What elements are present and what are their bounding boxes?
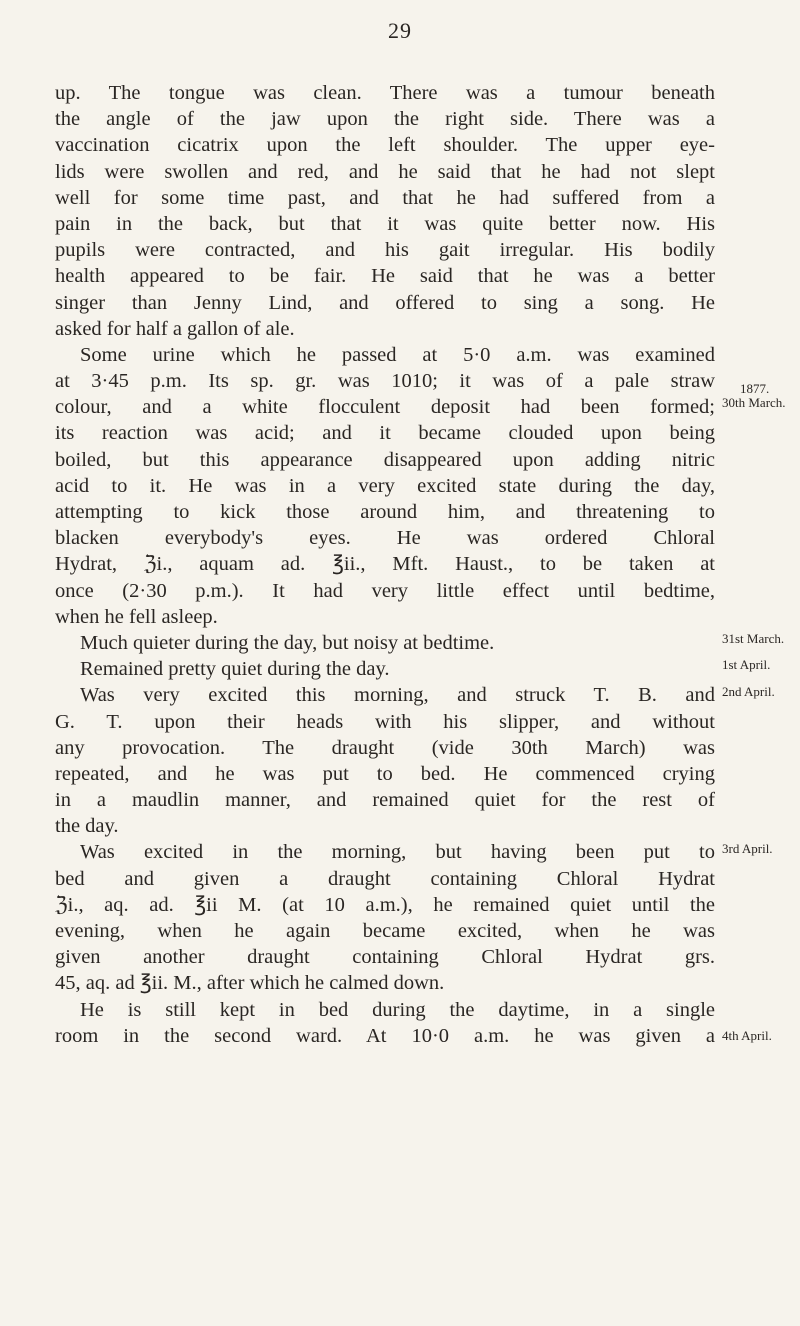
text-line: blacken everybody's eyes. He was ordered Chloral [55, 527, 715, 550]
margin-note-date: 2nd April. [722, 684, 775, 699]
text-line: pain in the back, but that it was quite better now. His [55, 212, 715, 235]
text-line: its reaction was acid; and it became clouded upon being [55, 422, 715, 445]
text-line: given another draught containing Chloral Hydrat grs. [55, 946, 715, 969]
margin-note-date: 4th April. [722, 1028, 772, 1043]
text-line: pupils were contracted, and his gait irregular. His bodily [55, 239, 715, 262]
text-line: the angle of the jaw upon the right side. There was a [55, 108, 715, 131]
text-line: 45, aq. ad ℥ii. M., after which he calmed down. [55, 972, 445, 995]
text-line: in a maudlin manner, and remained quiet for the rest of [55, 789, 715, 812]
text-line: well for some time past, and that he had suffered from a [55, 186, 715, 209]
text-line: boiled, but this appearance disappeared upon adding nitric [55, 448, 715, 471]
text-line: when he fell asleep. [55, 605, 218, 628]
text-line: evening, when he again became excited, when he was [55, 920, 715, 942]
page-number: 29 [388, 18, 412, 43]
text-line: singer than Jenny Lind, and offered to sing a song. He [55, 291, 715, 314]
text-line: Some urine which he passed at 5·0 a.m. was examined [80, 343, 715, 366]
text-line: at 3·45 p.m. Its sp. gr. was 1010; it was of a pale straw [55, 370, 715, 393]
text-line: the day. [55, 815, 119, 838]
text-line: any provocation. The draught (vide 30th March) was [55, 736, 715, 759]
text-line: repeated, and he was put to bed. He commenced crying [55, 762, 715, 785]
text-line: Hydrat, ℨi., aquam ad. ℥ii., Mft. Haust., to be taken at [55, 553, 715, 576]
margin-note-date: 30th March. [722, 395, 786, 410]
text-line: Was very excited this morning, and struck T. B. and [80, 684, 715, 707]
text-line: Was excited in the morning, but having been put to [80, 841, 715, 864]
text-line: Much quieter during the day, but noisy at bedtime. [80, 631, 495, 654]
text-line: up. The tongue was clean. There was a tumour beneath [55, 82, 715, 104]
text-line: once (2·30 p.m.). It had very little effect until bedtime, [55, 579, 715, 602]
text-line: asked for half a gallon of ale. [55, 317, 295, 340]
text-line: vaccination cicatrix upon the left shoulder. The upper eye- [55, 134, 715, 157]
text-line: bed and given a draught containing Chloral Hydrat [55, 867, 715, 890]
text-line: lids were swollen and red, and he said that he had not slept [55, 160, 715, 183]
text-line: colour, and a white flocculent deposit had been formed; [55, 396, 715, 419]
text-line: attempting to kick those around him, and threatening to [55, 501, 715, 523]
text-line: ℨi., aq. ad. ℥ii M. (at 10 a.m.), he remained quiet until the [55, 893, 715, 916]
margin-notes [722, 0, 798, 1326]
margin-note-year: 1877. [740, 381, 770, 396]
text-line: health appeared to be fair. He said that he was a better [55, 265, 715, 288]
text-line: G. T. upon their heads with his slipper, and without [55, 710, 715, 733]
margin-note-date: 1st April. [722, 657, 771, 672]
margin-note-date: 31st March. [722, 631, 785, 646]
text-line: Remained pretty quiet during the day. [80, 658, 390, 681]
text-line: He is still kept in bed during the daytime, in a single [80, 998, 715, 1021]
margin-note-date: 3rd April. [722, 841, 773, 856]
text-line: acid to it. He was in a very excited state during the day, [55, 474, 715, 497]
text-line: room in the second ward. At 10·0 a.m. he was given a [55, 1024, 715, 1047]
body-text [55, 80, 715, 1049]
